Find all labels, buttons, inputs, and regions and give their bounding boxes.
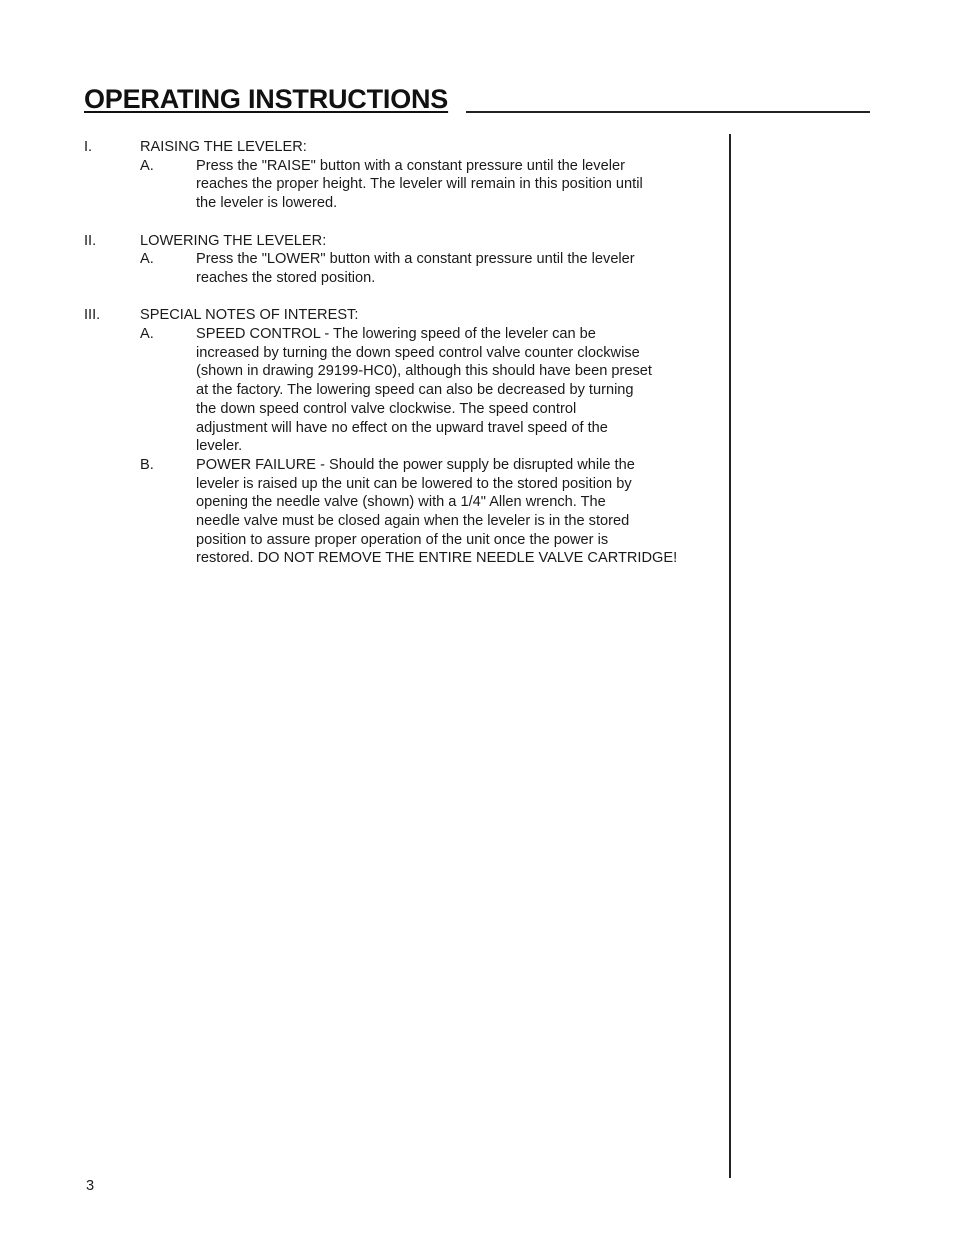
section-heading: RAISING THE LEVELER:	[140, 139, 307, 155]
item-letter: B.	[140, 456, 154, 473]
page-title: OPERATING INSTRUCTIONS	[84, 84, 449, 114]
section-heading: SPECIAL NOTES OF INTEREST:	[140, 307, 359, 324]
item-text	[196, 157, 706, 213]
text-line: Press the "LOWER" button with a constant pressure until the leveler	[196, 251, 635, 268]
section	[84, 232, 724, 288]
text-line: Press the "RAISE" button with a constant pressure until the leveler	[196, 157, 625, 174]
section-numeral: III.	[84, 307, 101, 324]
instructions-body	[84, 138, 724, 587]
margin-vertical-rule	[729, 134, 731, 1178]
text-line: opening the needle valve (shown) with a 1/4" Allen wrench. The	[196, 494, 606, 511]
list-item	[140, 250, 724, 287]
text-line: SPEED CONTROL - The lowering speed of the leveler can be	[196, 326, 596, 342]
text-line: reaches the proper height. The leveler will remain in this position until	[196, 176, 643, 193]
section	[84, 306, 724, 568]
section-heading-row	[84, 306, 724, 325]
list-item	[140, 456, 724, 568]
item-text	[196, 250, 706, 287]
text-line: restored. DO NOT REMOVE THE ENTIRE NEEDLE VALVE CARTRIDGE!	[196, 550, 678, 567]
text-line: leveler.	[196, 438, 243, 455]
section-numeral: II.	[84, 232, 97, 249]
item-letter: A.	[140, 326, 154, 342]
title-rule	[466, 111, 870, 113]
list-item	[140, 157, 724, 213]
item-letter: A.	[140, 157, 154, 174]
text-line: at the factory. The lowering speed can also be decreased by turning	[196, 382, 634, 399]
item-letter: A.	[140, 251, 154, 268]
section-heading-row	[84, 138, 724, 157]
text-line: needle valve must be closed again when the leveler is in the stored	[196, 513, 630, 530]
section-heading-row	[84, 232, 724, 251]
text-line: reaches the stored position.	[196, 269, 376, 286]
text-line: adjustment will have no effect on the upward travel speed of the	[196, 419, 608, 436]
section-heading: LOWERING THE LEVELER:	[140, 232, 327, 249]
text-line: POWER FAILURE - Should the power supply be disrupted while the	[196, 456, 635, 473]
section-numeral: I.	[84, 139, 93, 155]
item-text	[196, 456, 706, 568]
text-line: the leveler is lowered.	[196, 195, 338, 212]
section	[84, 138, 724, 213]
text-line: (shown in drawing 29199-HC0), although this should have been preset	[196, 363, 652, 380]
text-line: leveler is raised up the unit can be lowered to the stored position by	[196, 475, 632, 492]
page-number: 3	[86, 1178, 95, 1194]
item-text	[196, 325, 706, 456]
text-line: position to assure proper operation of the unit once the power is	[196, 531, 609, 548]
list-item	[140, 325, 724, 456]
text-line: increased by turning the down speed control valve counter clockwise	[196, 344, 640, 361]
text-line: the down speed control valve clockwise. The speed control	[196, 400, 577, 417]
